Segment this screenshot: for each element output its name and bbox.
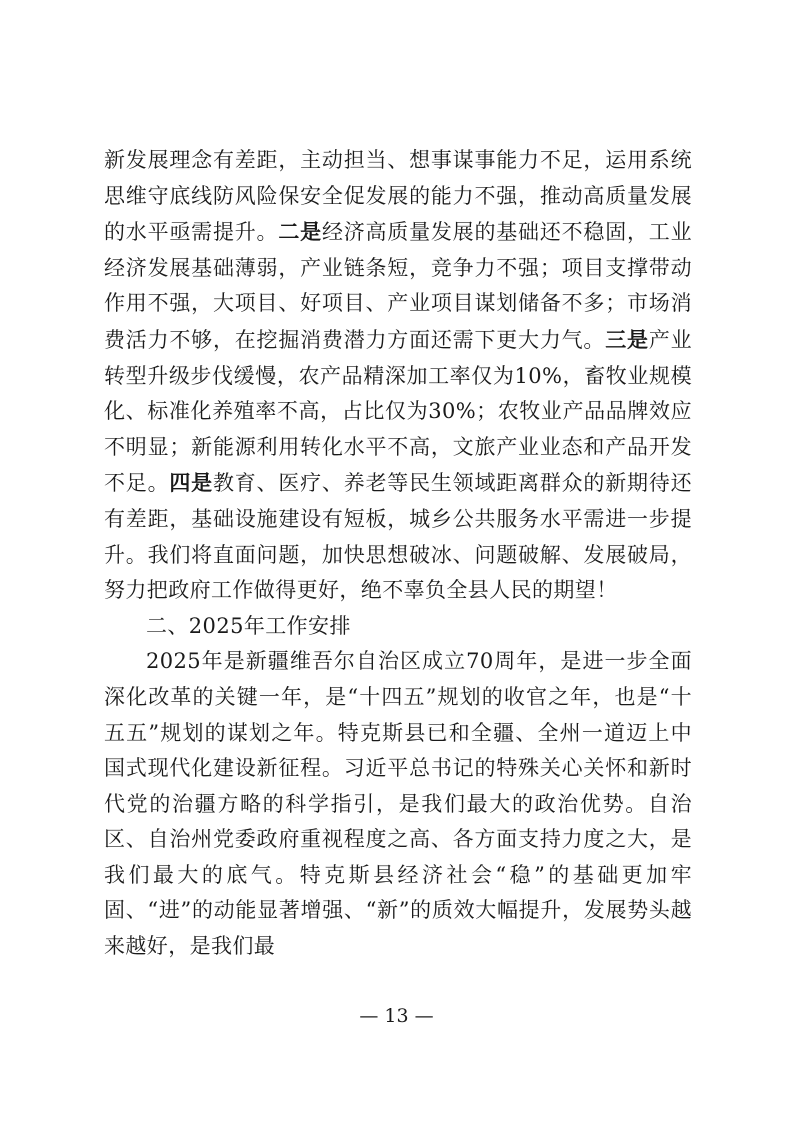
sentence: 教育、医疗、养老等民生领域距离群众的新期待还有差距，基础设施建设有短板，城乡公共服务水平需进一步提升。我们将直面问题，加快思想破冰、问题破解、发展破局，努力把政府工作做得更好，绝不辜负全县人民的期望！ xyxy=(104,471,692,603)
sentence: 新发展理念有差距，主动担当、想事谋事能力不足，运用系统思维守底线防风险保安全促发展的能力不强，推动高质量发展的水平亟需提升。 xyxy=(104,148,692,245)
sentence: 产业转型升级步伐缓慢，农产品精深加工率仅为10%，畜牧业规模化、标准化养殖率不高，占比仅为30%；农牧业产品品牌效应不明显；新能源利用转化水平不高，文旅产业业态和产品开发不足。 xyxy=(104,327,692,496)
paragraph-problems xyxy=(104,143,692,609)
sentence: 经济高质量发展的基础还不稳固，工业经济发展基础薄弱，产业链条短，竞争力不强；项目支撑带动作用不强，大项目、好项目、产业项目谋划储备不多；市场消费活力不够，在挖掘消费潜力方面还需下更大力气。 xyxy=(104,220,692,352)
bold-marker: 二是 xyxy=(278,219,322,245)
paragraph-2025: 2025年是新疆维吾尔自治区成立70周年，是进一步全面深化改革的关键一年，是“十四五”规划的收官之年，也是“十五五”规划的谋划之年。特克斯县已和全疆、全州一道迈上中国式现代化建设新征程。习近平总书记的特殊关心关怀和新时代党的治疆方略的科学指引，是我们最大的政治优势。自治区、自治州党委政府重视程度之高、各方面支持力度之大，是我们最大的底气。特克斯县经济社会“稳”的基础更加牢固、“进”的动能显著增强、“新”的质效大幅提升，发展势头越来越好，是我们最 xyxy=(104,649,692,959)
body-text xyxy=(104,143,692,965)
bold-marker: 四是 xyxy=(169,470,213,496)
page-number: — 13 — xyxy=(359,1005,434,1027)
bold-marker: 三是 xyxy=(605,326,649,352)
section-heading: 二、2025年工作安排 xyxy=(146,613,351,638)
